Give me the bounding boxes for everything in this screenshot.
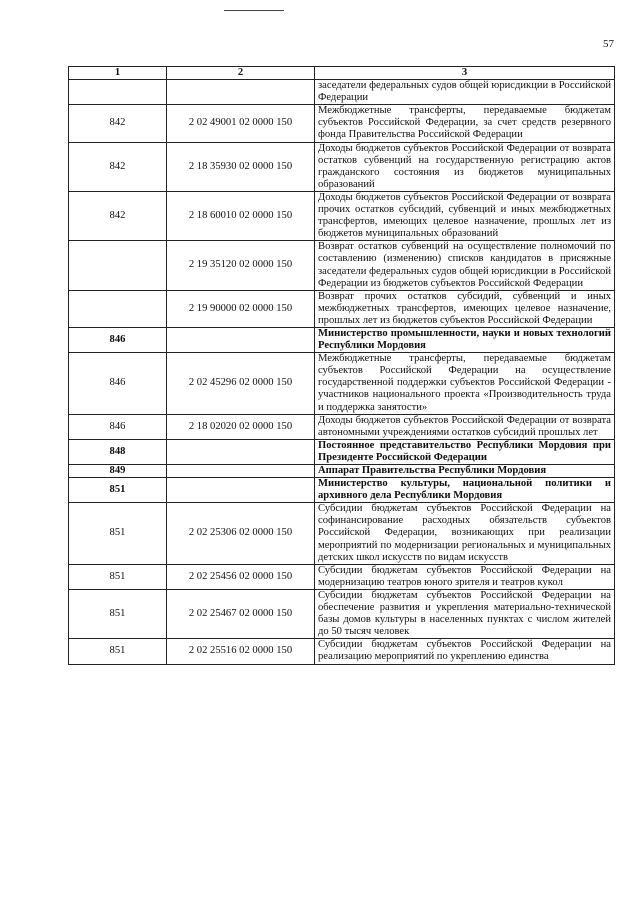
budget-code-cell: 2 19 35120 02 0000 150 [167,241,315,290]
budget-code-cell: 2 02 45296 02 0000 150 [167,353,315,414]
admin-code-cell [69,80,167,105]
description-cell: Возврат остатков субвенций на осуществление полномочий по составлению (изменению) списков кандидатов в присяжные заседатели федеральных судов общей юрисдикции в Российской Федерации из бюджетов субъектов Российской Федерации [315,241,615,290]
budget-code-cell: 2 02 49001 02 0000 150 [167,105,315,142]
budget-code-cell [167,478,315,503]
description-cell: Субсидии бюджетам субъектов Российской Федерации на обеспечение развития и укрепления материально-технической базы домов культуры в населенных пунктах с числом жителей до 50 тысяч человек [315,589,615,638]
table-row [69,290,615,327]
table-row [69,414,615,439]
budget-code-cell: 2 18 02020 02 0000 150 [167,414,315,439]
top-edge-mark [224,0,284,11]
header-col-3: 3 [315,67,615,80]
budget-code-cell: 2 19 90000 02 0000 150 [167,290,315,327]
description-cell: Субсидии бюджетам субъектов Российской Федерации на модернизацию театров юного зрителя и театров кукол [315,564,615,589]
description-cell: Аппарат Правительства Республики Мордовия [315,465,615,478]
admin-code-cell: 842 [69,191,167,240]
budget-code-cell: 2 02 25516 02 0000 150 [167,639,315,664]
table-row [69,478,615,503]
budget-code-cell: 2 02 25306 02 0000 150 [167,503,315,564]
admin-code-cell [69,241,167,290]
header-col-1: 1 [69,67,167,80]
table-row [69,105,615,142]
admin-code-cell: 846 [69,414,167,439]
admin-code-cell: 842 [69,105,167,142]
admin-code-cell: 851 [69,478,167,503]
admin-code-cell: 851 [69,503,167,564]
description-cell: Министерство промышленности, науки и новых технологий Республики Мордовия [315,327,615,352]
table-header-row [69,67,615,80]
table-row [69,142,615,191]
table-row [69,564,615,589]
admin-code-cell: 849 [69,465,167,478]
table-row [69,241,615,290]
budget-code-cell: 2 02 25456 02 0000 150 [167,564,315,589]
budget-code-cell [167,80,315,105]
budget-code-cell [167,327,315,352]
budget-code-cell [167,465,315,478]
description-cell: Доходы бюджетов субъектов Российской Федерации от возврата остатков субвенций на государственную регистрацию актов гражданского состояния из бюджетов муниципальных образований [315,142,615,191]
budget-code-cell [167,439,315,464]
description-cell: Межбюджетные трансферты, передаваемые бюджетам субъектов Российской Федерации, за счет средств резервного фонда Правительства Российской Федерации [315,105,615,142]
table-row [69,353,615,414]
table-row [69,80,615,105]
table-row [69,503,615,564]
admin-code-cell: 848 [69,439,167,464]
table-row [69,465,615,478]
budget-code-cell: 2 02 25467 02 0000 150 [167,589,315,638]
budget-classification-table [68,66,615,665]
table-row [69,639,615,664]
description-cell: Межбюджетные трансферты, передаваемые бюджетам субъектов Российской Федерации на осуществление государственной поддержки субъектов Российской Федерации - участников национального проекта «Производительность труда и поддержка занятости» [315,353,615,414]
table-row [69,191,615,240]
description-cell: Доходы бюджетов субъектов Российской Федерации от возврата автономными учреждениями остатков субсидий прошлых лет [315,414,615,439]
description-cell: заседатели федеральных судов общей юрисдикции в Российской Федерации [315,80,615,105]
description-cell: Субсидии бюджетам субъектов Российской Федерации на софинансирование расходных обязательств субъектов Российской Федерации, возникающих при реализации мероприятий по модернизации региональных и муниципальных детских школ искусств по видам искусств [315,503,615,564]
admin-code-cell: 846 [69,327,167,352]
admin-code-cell: 851 [69,564,167,589]
description-cell: Министерство культуры, национальной политики и архивного дела Республики Мордовия [315,478,615,503]
admin-code-cell: 851 [69,589,167,638]
table-row [69,589,615,638]
description-cell: Возврат прочих остатков субсидий, субвенций и иных межбюджетных трансфертов, имеющих целевое назначение, прошлых лет из бюджетов субъектов Российской Федерации [315,290,615,327]
description-cell: Постоянное представительство Республики Мордовия при Президенте Российской Федерации [315,439,615,464]
header-col-2: 2 [167,67,315,80]
admin-code-cell [69,290,167,327]
admin-code-cell: 842 [69,142,167,191]
table-row [69,439,615,464]
admin-code-cell: 851 [69,639,167,664]
budget-code-cell: 2 18 60010 02 0000 150 [167,191,315,240]
budget-code-cell: 2 18 35930 02 0000 150 [167,142,315,191]
table-row [69,327,615,352]
description-cell: Доходы бюджетов субъектов Российской Федерации от возврата прочих остатков субсидий, субвенций и иных межбюджетных трансфертов, имеющих целевое назначение, прошлых лет из бюджетов муниципальных образований [315,191,615,240]
admin-code-cell: 846 [69,353,167,414]
description-cell: Субсидии бюджетам субъектов Российской Федерации на реализацию мероприятий по укреплению единства [315,639,615,664]
page-number: 57 [603,38,614,50]
